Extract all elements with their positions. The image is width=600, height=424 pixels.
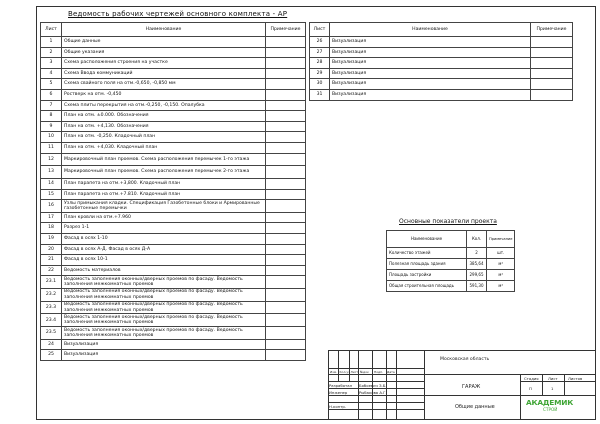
logo-main-text: АКАДЕМИК xyxy=(526,398,574,407)
sheet-name: Ведомость заполнения оконных/дверных проемов по фасаду. Ведомость заполнения межкомнатных проемов xyxy=(62,301,266,314)
sheet-name: План кровли на отм.+7.960 xyxy=(62,212,266,223)
sheet-number: 7 xyxy=(41,100,62,111)
sheet-number: 31 xyxy=(310,89,330,100)
indicator-unit: м² xyxy=(487,281,515,292)
sheet-note xyxy=(266,339,306,350)
sheet-name: План на отм. +4,130. Обозначения xyxy=(62,121,266,132)
table-row xyxy=(41,265,306,276)
sheet-number: 30 xyxy=(310,79,330,90)
table-row xyxy=(387,259,515,270)
sheet-number: 23.5 xyxy=(41,327,62,340)
table-row xyxy=(41,189,306,200)
stamp-person-2: Рыбакова А.Г. xyxy=(359,390,387,395)
sheet-number: 24 xyxy=(41,339,62,350)
sheet-name: Общие данные xyxy=(62,37,266,48)
table-row xyxy=(387,270,515,281)
sheet-name: Разрез 1-1 xyxy=(62,223,266,234)
indicator-unit: м² xyxy=(487,270,515,281)
table-row xyxy=(41,314,306,327)
indicators-title: Основные показатели проекта xyxy=(399,218,497,225)
sheet-note xyxy=(531,79,573,90)
sheet-number: 28 xyxy=(310,58,330,69)
table-row xyxy=(41,327,306,340)
sheet-number: 14 xyxy=(41,178,62,189)
stamp-role-3: Н.контр. xyxy=(329,404,346,409)
stamp-col-kol: Кол.уч xyxy=(339,370,350,374)
sheet-name: Общие указания xyxy=(62,47,266,58)
indicator-unit: м² xyxy=(487,259,515,270)
sheet-number: 23.1 xyxy=(41,276,62,289)
sheet-note xyxy=(266,142,306,153)
sheet-number: 19 xyxy=(41,233,62,244)
table-row xyxy=(41,132,306,143)
sheet-number: 10 xyxy=(41,132,62,143)
sheet-number: 21 xyxy=(41,255,62,266)
sheet-number: 26 xyxy=(310,37,330,48)
ind-header-note: Примечание xyxy=(487,231,515,248)
header-sheet: Лист xyxy=(41,23,62,37)
sheet-name: План на отм. ±0.000. Обозначения xyxy=(62,111,266,122)
table-row xyxy=(310,58,573,69)
table-row xyxy=(387,248,515,259)
sheet-number: 1 xyxy=(41,37,62,48)
sheet-number: 3 xyxy=(41,58,62,69)
table-row xyxy=(41,100,306,111)
table-row xyxy=(387,281,515,292)
table-row xyxy=(41,301,306,314)
sheet-name: Ведомость заполнения оконных/дверных проемов по фасаду. Ведомость заполнения межкомнатных проемов xyxy=(62,276,266,289)
header-note: Примечание xyxy=(531,23,573,37)
sheet-note xyxy=(266,79,306,90)
indicator-name: Полезная площадь здания xyxy=(387,259,467,270)
sheet-number: 6 xyxy=(41,89,62,100)
sheet-name: План парапета на отм.+3,800. Кладочный план xyxy=(62,178,266,189)
sheet-number: 23.3 xyxy=(41,301,62,314)
stamp-region: Московская область xyxy=(440,357,490,362)
sheet-number: 17 xyxy=(41,212,62,223)
sheet-note xyxy=(266,350,306,361)
stamp-col-izm: Изм. xyxy=(330,370,338,374)
sheet-note xyxy=(266,327,306,340)
logo-sub-text: СТРОЙ xyxy=(543,407,558,412)
stamp-stage-header: Стадия xyxy=(524,376,539,381)
table-row xyxy=(41,153,306,166)
stamp-role-1: Разработал xyxy=(329,383,353,388)
sheet-note xyxy=(266,265,306,276)
sheet-register-right xyxy=(309,22,573,101)
sheet-number: 11 xyxy=(41,142,62,153)
ind-header-qty: Кол. xyxy=(467,231,487,248)
sheet-number: 27 xyxy=(310,47,330,58)
indicators-table xyxy=(386,230,515,292)
sheet-register-title: Ведомость рабочих чертежей основного комплекта - АР xyxy=(68,10,288,18)
table-row xyxy=(41,289,306,302)
sheet-note xyxy=(266,58,306,69)
header-name: Наименование xyxy=(62,23,266,37)
sheet-name: Фасад в осях 10-1 xyxy=(62,255,266,266)
indicator-name: Количество этажей xyxy=(387,248,467,259)
table-row xyxy=(41,68,306,79)
table-row xyxy=(41,89,306,100)
table-row xyxy=(41,223,306,234)
sheet-note xyxy=(266,244,306,255)
sheet-name: Визуализация xyxy=(330,37,531,48)
sheet-name: Визуализация xyxy=(330,68,531,79)
table-row xyxy=(310,89,573,100)
sheet-number: 16 xyxy=(41,200,62,213)
table-row xyxy=(310,37,573,48)
table-row xyxy=(41,166,306,179)
table-row xyxy=(41,255,306,266)
sheet-name: План на отм. +4,030. Кладочный план xyxy=(62,142,266,153)
sheet-number: 15 xyxy=(41,189,62,200)
sheet-number: 12 xyxy=(41,153,62,166)
indicator-qty: 591,30 xyxy=(467,281,487,292)
sheet-note xyxy=(266,166,306,179)
header-note: Примечание xyxy=(266,23,306,37)
indicator-name: Общая строительная площадь xyxy=(387,281,467,292)
sheet-number: 22 xyxy=(41,265,62,276)
sheet-name: План на отм. -0,250. Кладочный план xyxy=(62,132,266,143)
sheet-note xyxy=(266,111,306,122)
sheet-number: 18 xyxy=(41,223,62,234)
sheet-number: 5 xyxy=(41,79,62,90)
table-row xyxy=(41,58,306,69)
table-row xyxy=(41,37,306,48)
table-row xyxy=(41,111,306,122)
sheet-name: Маркировочный план проемов. Схема расположения перемычек 2-го этажа xyxy=(62,166,266,179)
sheet-note xyxy=(266,255,306,266)
stamp-col-list: Лист xyxy=(350,370,359,374)
sheet-name: Фасад в осях 1-10 xyxy=(62,233,266,244)
table-row xyxy=(41,200,306,213)
table-row xyxy=(41,212,306,223)
sheet-name: Визуализация xyxy=(330,58,531,69)
table-row xyxy=(310,79,573,90)
stamp-role-2: Инженер xyxy=(329,390,348,395)
sheet-number: 20 xyxy=(41,244,62,255)
table-row xyxy=(41,47,306,58)
sheet-name: Узлы примыкания кладки. Спецификация Газобетонные блоки и Армированные газобетонные перемычки xyxy=(62,200,266,213)
header-name: Наименование xyxy=(330,23,531,37)
table-row xyxy=(41,79,306,90)
sheet-note xyxy=(266,89,306,100)
table-row xyxy=(41,178,306,189)
stamp-object: ГАРАЖ xyxy=(462,384,481,390)
sheet-note xyxy=(266,276,306,289)
stamp-col-doc: №док xyxy=(360,370,369,374)
sheet-name: Визуализация xyxy=(330,79,531,90)
sheet-number: 23.4 xyxy=(41,314,62,327)
table-row xyxy=(41,350,306,361)
sheet-number: 23.2 xyxy=(41,289,62,302)
sheet-name: Схема свайного поля на отм.-0,650, -0,850 мм xyxy=(62,79,266,90)
sheet-name: Ведомость заполнения оконных/дверных проемов по фасаду. Ведомость заполнения межкомнатных проемов xyxy=(62,314,266,327)
sheet-name: Ведомость заполнения оконных/дверных проемов по фасаду. Ведомость заполнения межкомнатных проемов xyxy=(62,289,266,302)
sheet-name: Ведомость заполнения оконных/дверных проемов по фасаду. Ведомость заполнения межкомнатных проемов xyxy=(62,327,266,340)
sheet-number: 9 xyxy=(41,121,62,132)
sheet-number: 29 xyxy=(310,68,330,79)
sheet-note xyxy=(266,37,306,48)
indicator-qty: 299,65 xyxy=(467,270,487,281)
stamp-sheets-header: Листов xyxy=(568,376,583,381)
sheet-note xyxy=(266,121,306,132)
sheet-note xyxy=(531,47,573,58)
table-row xyxy=(41,339,306,350)
header-sheet: Лист xyxy=(310,23,330,37)
sheet-name: План парапета на отм.+7.810. Кладочный план xyxy=(62,189,266,200)
sheet-name: Ростверк на отм. -0,450 xyxy=(62,89,266,100)
indicator-qty: 2 xyxy=(467,248,487,259)
stamp-person-1: Бобоевич З.Б. xyxy=(359,383,387,388)
sheet-note xyxy=(266,212,306,223)
stamp-sheet-header: Лист xyxy=(548,376,558,381)
sheet-note xyxy=(266,233,306,244)
table-row xyxy=(41,142,306,153)
company-logo xyxy=(526,396,572,416)
sheet-note xyxy=(266,301,306,314)
sheet-note xyxy=(266,68,306,79)
sheet-note xyxy=(266,314,306,327)
sheet-note xyxy=(266,132,306,143)
sheet-register-left xyxy=(40,22,306,361)
table-row xyxy=(310,47,573,58)
sheet-name: Визуализация xyxy=(330,47,531,58)
sheet-note xyxy=(266,47,306,58)
stamp-col-sign: Подп. xyxy=(374,370,384,374)
indicator-unit: шт. xyxy=(487,248,515,259)
sheet-note xyxy=(266,153,306,166)
sheet-note xyxy=(531,68,573,79)
sheet-name: Ведомость материалов xyxy=(62,265,266,276)
table-row xyxy=(41,276,306,289)
sheet-note xyxy=(531,37,573,48)
table-row xyxy=(41,121,306,132)
sheet-name: Маркировочный план проемов. Схема расположения перемычек 1-го этажа xyxy=(62,153,266,166)
sheet-number: 2 xyxy=(41,47,62,58)
sheet-note xyxy=(266,100,306,111)
sheet-number: 13 xyxy=(41,166,62,179)
sheet-name: Схема расположения строения на участке xyxy=(62,58,266,69)
sheet-number: 4 xyxy=(41,68,62,79)
indicator-qty: 385,64 xyxy=(467,259,487,270)
sheet-note xyxy=(266,178,306,189)
stamp-stage: П xyxy=(529,386,532,391)
stamp-sheet-title: Общие данные xyxy=(455,404,495,410)
sheet-note xyxy=(266,189,306,200)
stamp-col-date: Дата xyxy=(387,370,395,374)
stamp-sheet-no: 1 xyxy=(551,386,554,391)
sheet-number: 25 xyxy=(41,350,62,361)
table-row xyxy=(41,244,306,255)
sheet-name: Схема плиты перекрытия на отм.-0,250, -0,150. Опалубка xyxy=(62,100,266,111)
sheet-note xyxy=(266,289,306,302)
sheet-name: Визуализация xyxy=(62,350,266,361)
indicator-name: Площадь застройки xyxy=(387,270,467,281)
sheet-name: Фасад в осях А-Д. Фасад в осях Д-А xyxy=(62,244,266,255)
sheet-note xyxy=(531,58,573,69)
sheet-note xyxy=(266,223,306,234)
table-row xyxy=(310,68,573,79)
ind-header-name: Наименование xyxy=(387,231,467,248)
sheet-name: Схема Ввода коммуникаций xyxy=(62,68,266,79)
sheet-name: Визуализация xyxy=(330,89,531,100)
sheet-note xyxy=(531,89,573,100)
sheet-number: 8 xyxy=(41,111,62,122)
table-row xyxy=(41,233,306,244)
sheet-name: Визуализация xyxy=(62,339,266,350)
sheet-note xyxy=(266,200,306,213)
